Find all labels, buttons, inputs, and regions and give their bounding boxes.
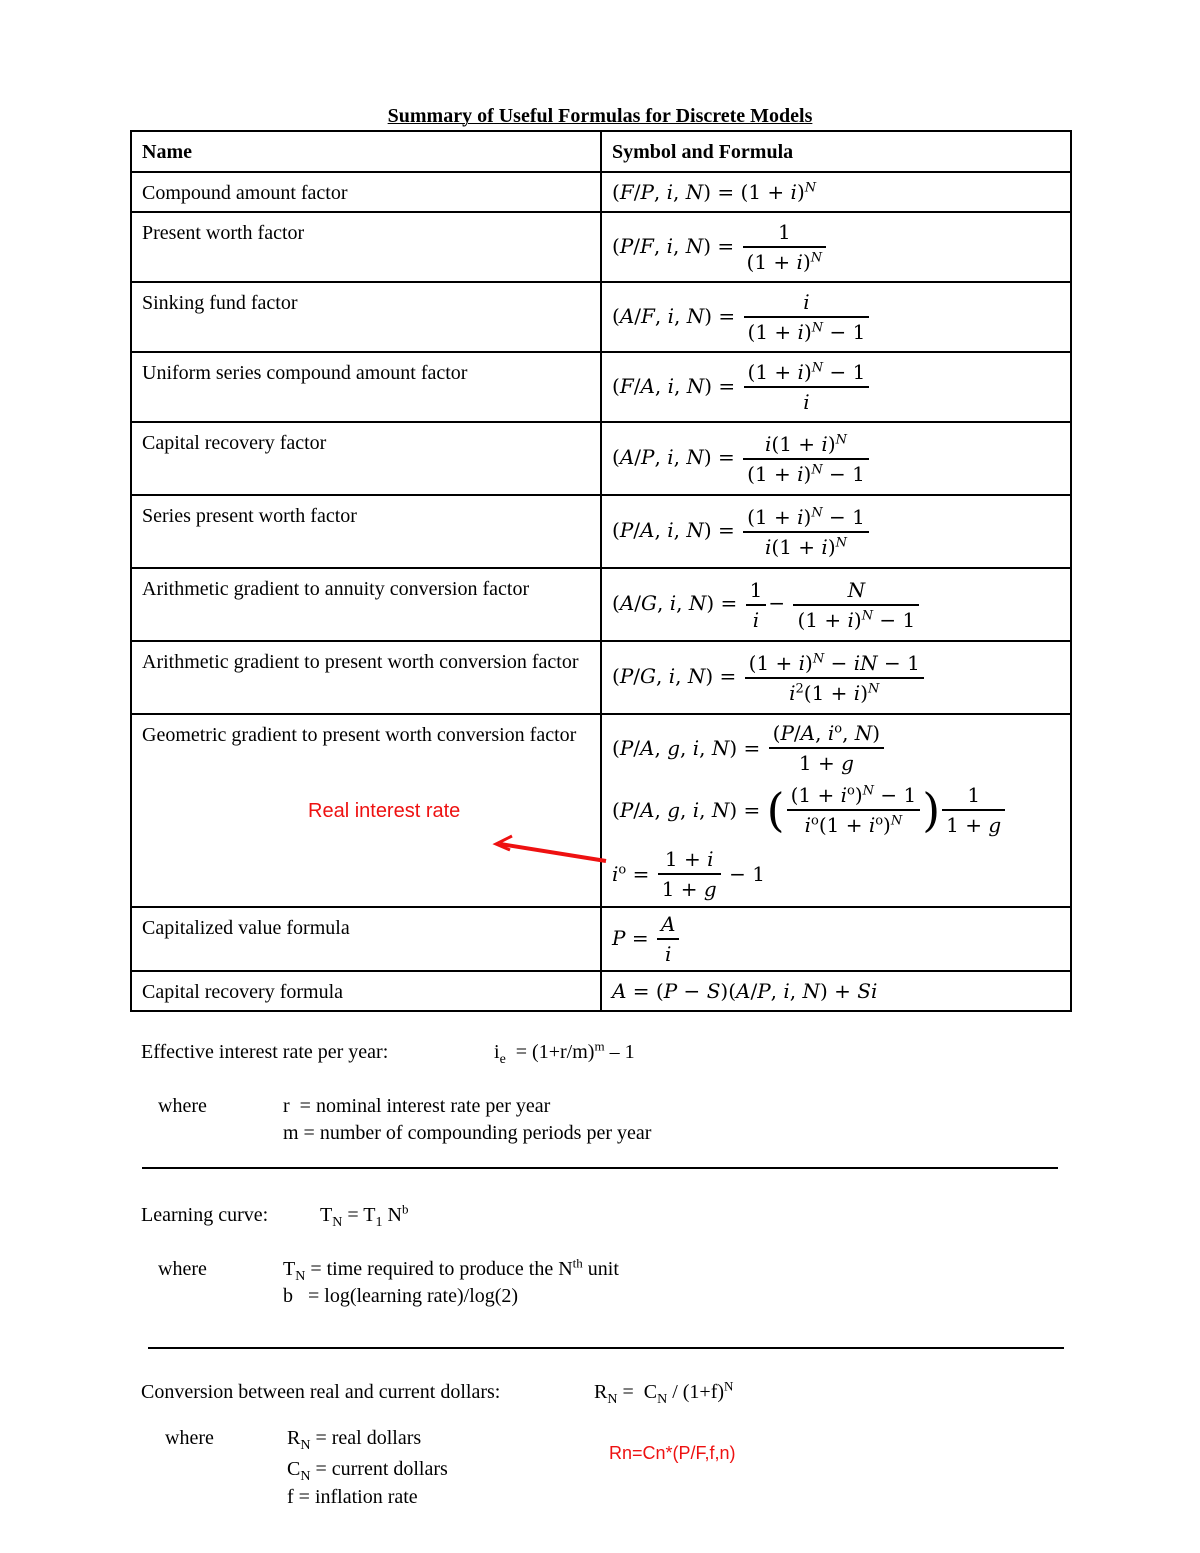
arrow-icon <box>488 830 613 870</box>
table-row <box>131 568 1071 641</box>
b-definition: b = log(learning rate)/log(2) <box>283 1285 519 1307</box>
table-row <box>131 212 1071 282</box>
row-formula: (P/A, g, i, N) = $\frac{(P/A, i^o, N)}{1 + g}$ (P/A, g, i, N) = ( $\frac{(1 + i^o)^N - 1}{i^o(1 + i^o)^N}$ ) $\frac{1}{1 + g}$ $i^o$ = $\frac{1 + i}{1 + g}$ − 1 <box>601 714 1071 907</box>
table-row <box>131 172 1071 212</box>
row-formula: (A/G, i, N) = $\frac{1}{i}$ − $\frac{N}{(1 + i)^N - 1}$ <box>601 568 1071 641</box>
table-row <box>131 495 1071 568</box>
where-label: where <box>158 1095 207 1117</box>
table-row <box>131 422 1071 495</box>
row-name: Present worth factor <box>131 212 601 282</box>
learning-curve-formula: $T_N = T_1$ $N^b$ <box>320 1201 409 1230</box>
divider <box>142 1167 1058 1169</box>
row-formula: (F/P, i, $N) = (1 + i)^N$ <box>601 172 1071 212</box>
rn-formula-note: Rn=Cn*(P/F,f,n) <box>609 1443 736 1463</box>
table-row <box>131 714 1071 907</box>
row-name: Uniform series compound amount factor <box>131 352 601 422</box>
where-label: where <box>165 1427 214 1449</box>
row-name: Capital recovery factor <box>131 422 601 495</box>
row-formula: P = $\frac{A}{i}$ <box>601 907 1071 971</box>
real-interest-rate-note: Real interest rate <box>308 800 461 822</box>
conversion-label: Conversion between real and current dollars: <box>141 1381 501 1403</box>
learning-curve-label: Learning curve: <box>141 1204 269 1226</box>
divider <box>148 1347 1064 1349</box>
row-name: Sinking fund factor <box>131 282 601 352</box>
column-header-name: Name <box>131 131 601 172</box>
formula-table <box>130 130 1072 1012</box>
table-header-row <box>131 131 1071 172</box>
r-definition: r = nominal interest rate per year <box>283 1095 551 1117</box>
row-name: Capitalized value formula <box>131 907 601 971</box>
row-formula: (F/A, i, N) = $\frac{(1 + i)^N - 1}{i}$ <box>601 352 1071 422</box>
row-formula: (A/P, i, N) = $\frac{i(1 + i)^N}{(1 + i)^N - 1}$ <box>601 422 1071 495</box>
row-formula: (P/A, i, N) = $\frac{(1 + i)^N - 1}{i(1 + i)^N}$ <box>601 495 1071 568</box>
table-row <box>131 641 1071 714</box>
table-row <box>131 907 1071 971</box>
row-name: Series present worth factor <box>131 495 601 568</box>
row-name: Compound amount factor <box>131 172 601 212</box>
row-formula: (P/F, i, N) = $\frac{1}{(1 + i)^N}$ <box>601 212 1071 282</box>
row-name: Arithmetic gradient to present worth conversion factor <box>131 641 601 714</box>
table-row <box>131 282 1071 352</box>
table-row <box>131 352 1071 422</box>
page-title: Summary of Useful Formulas for Discrete Models <box>387 105 813 127</box>
cn-definition: $C_N$ = current dollars <box>287 1458 448 1484</box>
row-formula: A = (P − S)(A/P, i, N) + Si <box>601 971 1071 1011</box>
row-formula: (A/F, i, N) = $\frac{i}{(1 + i)^N - 1}$ <box>601 282 1071 352</box>
table-row <box>131 971 1071 1011</box>
row-name: Geometric gradient to present worth conversion factor <box>131 714 601 907</box>
rn-definition: $R_N$ = real dollars <box>287 1427 422 1453</box>
row-name: Arithmetic gradient to annuity conversion factor <box>131 568 601 641</box>
effective-rate-formula: $i_e = (1+r/m)^m - 1$ <box>494 1038 635 1067</box>
row-name: Capital recovery formula <box>131 971 601 1011</box>
conversion-formula: $R_N = C_N / (1+f)^N$ <box>594 1378 734 1407</box>
row-formula: (P/G, i, N) = $\frac{(1 + i)^N - iN - 1}{i^2(1 + i)^N}$ <box>601 641 1071 714</box>
effective-rate-label: Effective interest rate per year: <box>141 1041 389 1063</box>
m-definition: m = number of compounding periods per year <box>283 1122 652 1144</box>
where-label: where <box>158 1258 207 1280</box>
column-header-formula: Symbol and Formula <box>601 131 1071 172</box>
f-definition: f = inflation rate <box>287 1486 418 1508</box>
tn-definition: $T_N$ = time required to produce the $N^{th}$ unit <box>283 1255 619 1284</box>
